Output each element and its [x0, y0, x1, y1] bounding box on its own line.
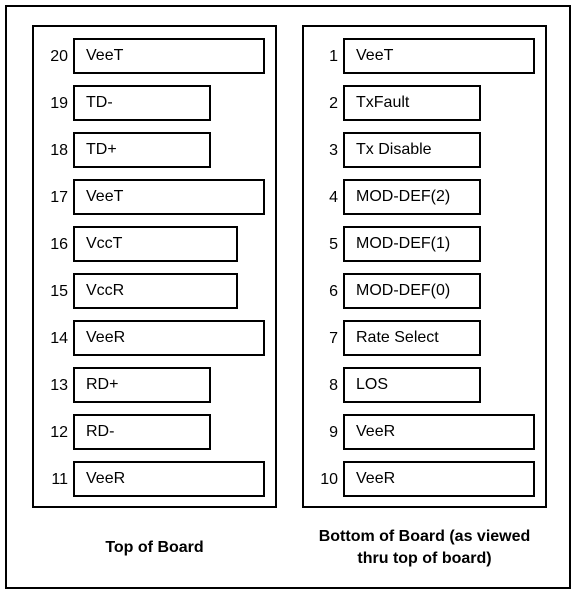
pin-label: VccT — [73, 226, 238, 262]
pin-label: LOS — [343, 367, 481, 403]
pin-label: MOD-DEF(1) — [343, 226, 481, 262]
pin-number: 10 — [320, 471, 338, 488]
pin-row — [34, 132, 275, 170]
pin-row — [304, 320, 545, 358]
pin-row — [304, 273, 545, 311]
pin-row — [34, 461, 275, 499]
pin-label: RD+ — [73, 367, 211, 403]
pin-label: VeeT — [73, 38, 265, 74]
pin-number: 19 — [50, 95, 68, 112]
pin-row — [304, 367, 545, 405]
pin-number: 9 — [329, 424, 338, 441]
pin-number: 6 — [329, 283, 338, 300]
pin-label: VeeR — [73, 461, 265, 497]
pin-row — [304, 38, 545, 76]
pin-number: 20 — [50, 48, 68, 65]
pin-number: 4 — [329, 189, 338, 206]
pin-row — [34, 85, 275, 123]
pin-label: VeeT — [343, 38, 535, 74]
pin-label: VeeR — [73, 320, 265, 356]
pin-row — [304, 461, 545, 499]
pin-label: VeeT — [73, 179, 265, 215]
pin-label: TD- — [73, 85, 211, 121]
pin-row — [34, 179, 275, 217]
pin-label: MOD-DEF(2) — [343, 179, 481, 215]
pin-row — [34, 367, 275, 405]
pin-number: 18 — [50, 142, 68, 159]
pin-row — [34, 414, 275, 452]
bottom-board-caption-line2: thru top of board) — [357, 550, 492, 567]
pin-label: TxFault — [343, 85, 481, 121]
pin-number: 14 — [50, 330, 68, 347]
pin-row — [304, 132, 545, 170]
pin-number: 8 — [329, 377, 338, 394]
pin-number: 17 — [50, 189, 68, 206]
pin-row — [304, 414, 545, 452]
pin-number: 15 — [50, 283, 68, 300]
pin-number: 13 — [50, 377, 68, 394]
pin-label: Tx Disable — [343, 132, 481, 168]
pin-label: TD+ — [73, 132, 211, 168]
pin-number: 11 — [51, 471, 68, 488]
pin-number: 1 — [329, 48, 338, 65]
top-board-panel — [32, 25, 277, 508]
pin-number: 2 — [329, 95, 338, 112]
pin-label: Rate Select — [343, 320, 481, 356]
pin-row — [34, 38, 275, 76]
pin-label: VccR — [73, 273, 238, 309]
top-board-caption: Top of Board — [105, 539, 204, 556]
pin-row — [34, 226, 275, 264]
pin-row — [304, 226, 545, 264]
pin-number: 12 — [50, 424, 68, 441]
pin-number: 16 — [50, 236, 68, 253]
bottom-board-caption-line1: Bottom of Board (as viewed — [318, 528, 531, 545]
pin-label: VeeR — [343, 461, 535, 497]
pin-row — [34, 320, 275, 358]
pin-row — [34, 273, 275, 311]
pin-number: 7 — [329, 330, 338, 347]
bottom-board-caption — [296, 526, 553, 570]
pin-label: VeeR — [343, 414, 535, 450]
pin-number: 3 — [329, 142, 338, 159]
bottom-board-panel — [302, 25, 547, 508]
pin-row — [304, 85, 545, 123]
pin-number: 5 — [329, 236, 338, 253]
pin-label: MOD-DEF(0) — [343, 273, 481, 309]
pin-row — [304, 179, 545, 217]
pin-label: RD- — [73, 414, 211, 450]
